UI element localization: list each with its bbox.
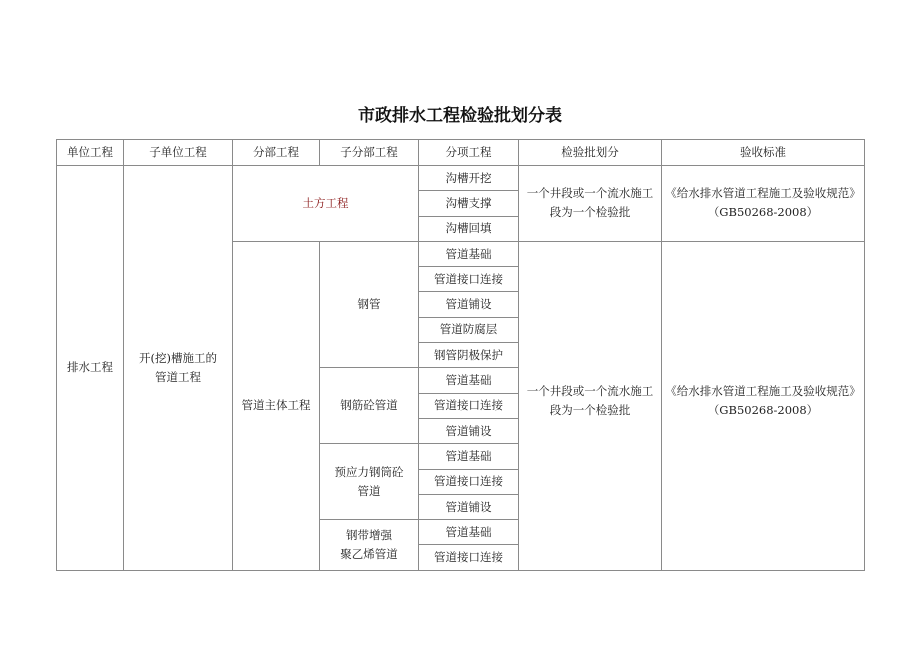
- item-cell: 沟槽回填: [419, 216, 519, 241]
- table-row: [57, 166, 865, 191]
- acceptance-standard: 《给水排水管道工程施工及验收规范》 （GB50268-2008）: [662, 241, 865, 570]
- header-cell: 单位工程: [57, 140, 124, 166]
- earthwork-division: 土方工程: [233, 166, 419, 242]
- main-division: 管道主体工程: [233, 241, 320, 570]
- header-cell: 检验批划分: [519, 140, 662, 166]
- item-cell: 管道基础: [419, 444, 519, 469]
- header-cell: 验收标准: [662, 140, 865, 166]
- item-cell: 管道基础: [419, 368, 519, 393]
- header-cell: 分部工程: [233, 140, 320, 166]
- item-cell: 沟槽支撑: [419, 191, 519, 216]
- unit-project: 排水工程: [57, 166, 124, 571]
- item-cell: 管道接口连接: [419, 545, 519, 570]
- item-cell: 管道接口连接: [419, 393, 519, 418]
- batch-division: 一个井段或一个流水施工 段为一个检验批: [519, 166, 662, 242]
- header-row: [57, 140, 865, 166]
- item-cell: 管道铺设: [419, 494, 519, 519]
- subunit-project: 开(挖)槽施工的 管道工程: [124, 166, 233, 571]
- item-cell: 管道防腐层: [419, 317, 519, 342]
- inspection-batch-table: [56, 139, 865, 571]
- item-cell: 管道接口连接: [419, 267, 519, 292]
- subdivision: 钢带增强 聚乙烯管道: [320, 520, 419, 571]
- subdivision: 钢筋砼管道: [320, 368, 419, 444]
- page-title: 市政排水工程检验批划分表: [358, 106, 562, 126]
- subdivision: 预应力钢筒砼 管道: [320, 444, 419, 520]
- item-cell: 管道基础: [419, 241, 519, 266]
- item-cell: 管道铺设: [419, 292, 519, 317]
- item-cell: 沟槽开挖: [419, 166, 519, 191]
- item-cell: 钢管阴极保护: [419, 343, 519, 368]
- batch-division: 一个井段或一个流水施工 段为一个检验批: [519, 241, 662, 570]
- subdivision: 钢管: [320, 241, 419, 367]
- item-cell: 管道基础: [419, 520, 519, 545]
- acceptance-standard: 《给水排水管道工程施工及验收规范》 （GB50268-2008）: [662, 166, 865, 242]
- header-cell: 分项工程: [419, 140, 519, 166]
- header-cell: 子分部工程: [320, 140, 419, 166]
- header-cell: 子单位工程: [124, 140, 233, 166]
- item-cell: 管道接口连接: [419, 469, 519, 494]
- item-cell: 管道铺设: [419, 418, 519, 443]
